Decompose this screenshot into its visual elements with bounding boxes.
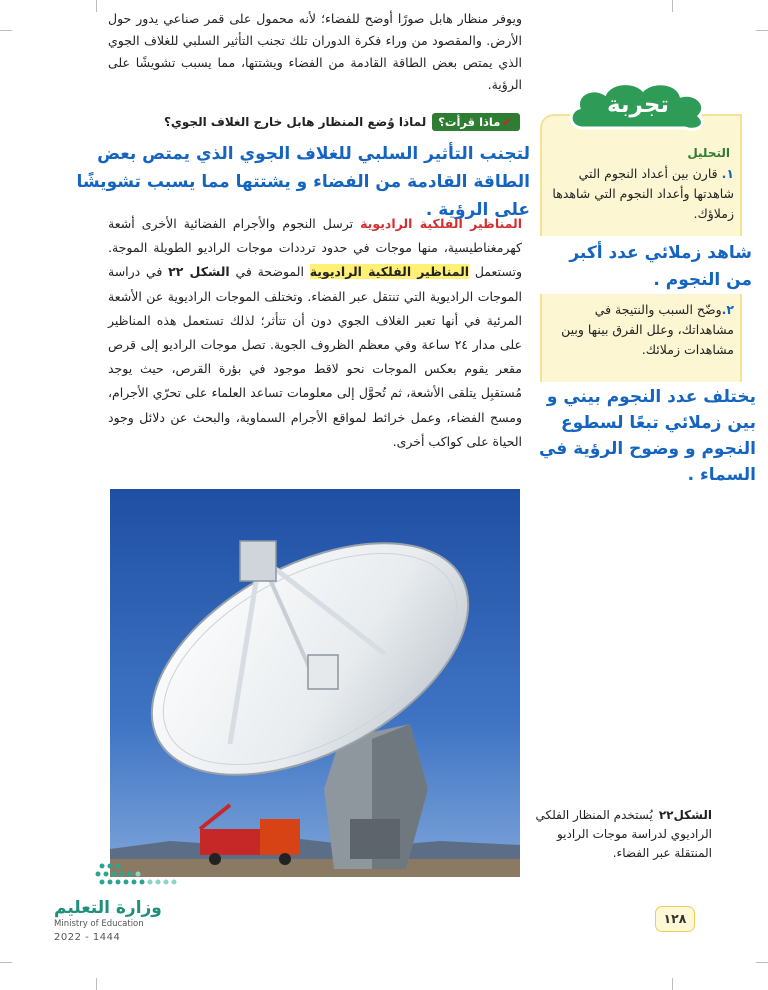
- caption-text: يُستخدم المنظار الفلكي الراديوي لدراسة موجات الراديو المنتقلة عبر الفضاء.: [535, 808, 712, 860]
- handwritten-answer-1: شاهد زملائي عدد أكبر من النجوم .: [540, 236, 756, 294]
- analysis-heading: التحليل: [687, 146, 730, 160]
- figure-label: الشكل٢٢: [658, 808, 712, 822]
- page-number: ١٢٨: [655, 906, 695, 932]
- reading-check: [150, 110, 520, 134]
- figure-caption: [528, 806, 712, 863]
- keyword-radio-telescopes: المناظير الفلكية الراديوية: [360, 216, 522, 231]
- highlighted-term: المناظير الفلكية الراديوية: [309, 264, 470, 280]
- crop-mark: [0, 30, 12, 31]
- crop-mark: [672, 0, 673, 12]
- crop-mark: [672, 978, 673, 990]
- crop-mark: [756, 962, 768, 963]
- item-number: ١.: [721, 166, 734, 181]
- item-text: قارن بين أعداد النجوم التي شاهدتها وأعداد النجوم التي شاهدها زملاؤك.: [552, 166, 734, 221]
- reading-check-badge-label: ماذا قرأت؟: [438, 115, 501, 129]
- item-text: وضّح السبب والنتيجة في مشاهداتك، وعلل الفرق بينها وبين مشاهدات زملائك.: [561, 302, 734, 357]
- crop-mark: [96, 978, 97, 990]
- paragraph-text: ترسل النجوم والأجرام الفضائية الأخرى أشعة كهرمغناطيسية، منها موجات في حدود ترددات موجات الراديو الطويلة الموجة. وتستعمل: [108, 216, 522, 280]
- crop-mark: [96, 0, 97, 12]
- ministry-name-arabic: وزارة التعليم: [54, 898, 162, 918]
- item-number: ٢.: [721, 302, 734, 317]
- reading-check-question: لماذا وُضع المنظار هابل خارج الغلاف الجوي؟: [163, 115, 427, 129]
- analysis-item-2: [548, 300, 734, 360]
- reading-check-badge: [432, 113, 520, 131]
- handwritten-answer-reading-check: لتجنب التأثير السلبي للغلاف الجوي الذي يمتص بعض الطاقة القادمة من الفضاء و يشتتها مما يسبب تشويشًا على الرؤية .: [76, 144, 530, 220]
- experiment-badge: [565, 78, 711, 132]
- ministry-name-english: Ministry of Education: [54, 919, 144, 929]
- crop-mark: [756, 30, 768, 31]
- crop-mark: [0, 962, 12, 963]
- analysis-item-1: [548, 164, 734, 224]
- checkmark-icon: ✔: [502, 115, 512, 129]
- experiment-badge-label: تجربة: [606, 92, 670, 118]
- paragraph-text: الموضحة في: [229, 264, 310, 280]
- radio-telescope-illustration: [110, 489, 520, 877]
- radio-telescope-photo: [110, 489, 520, 877]
- ministry-year: 2022 - 1444: [54, 932, 121, 943]
- radio-telescopes-paragraph: [108, 212, 522, 454]
- figure-reference: الشكل ٢٢: [168, 264, 230, 280]
- paragraph-text: في دراسة الموجات الراديوية التي تنتقل عبر الفضاء. وتختلف الموجات الراديوية عن الأشعة المرئية في أنها تعبر الغلاف الجوي دون أن تتأثر؛ لذلك تستعمل هذه المناظير على مدار ٢٤ ساعة وفي معظم الظروف الجوية. تصل موجات الراديو إلى قرص مقعر يقوم بعكس الموجات نحو لاقط موجود في بؤرة القرص، حيث يوجد مُستقبِل يتلقى الأشعة، ثم تُحوَّل إلى معلومات تساعد العلماء على تحرّي الأجرام، ومسح الفضاء، وعمل خرائط لمواقع الأجرام السماوية، والبحث عن دلائل وجود الحياة على كواكب أخرى.: [108, 264, 523, 449]
- handwritten-answer-2: يختلف عدد النجوم بيني و بين زملائي تبعًا لسطوع النجوم و وضوح الرؤية في السماء .: [530, 382, 756, 468]
- ministry-dots-icon: [54, 858, 194, 898]
- intro-paragraph: ويوفر منظار هابل صورًا أوضح للفضاء؛ لأنه محمول على قمر صناعي يدور حول الأرض. والمقصود من وراء فكرة الدوران تلك تجنب التأثير السلبي للغلاف الجوي الذي يمتص بعض الطاقة القادمة من الفضاء ويشتتها، مما يسبب تشويشًا على الرؤية.: [108, 11, 522, 92]
